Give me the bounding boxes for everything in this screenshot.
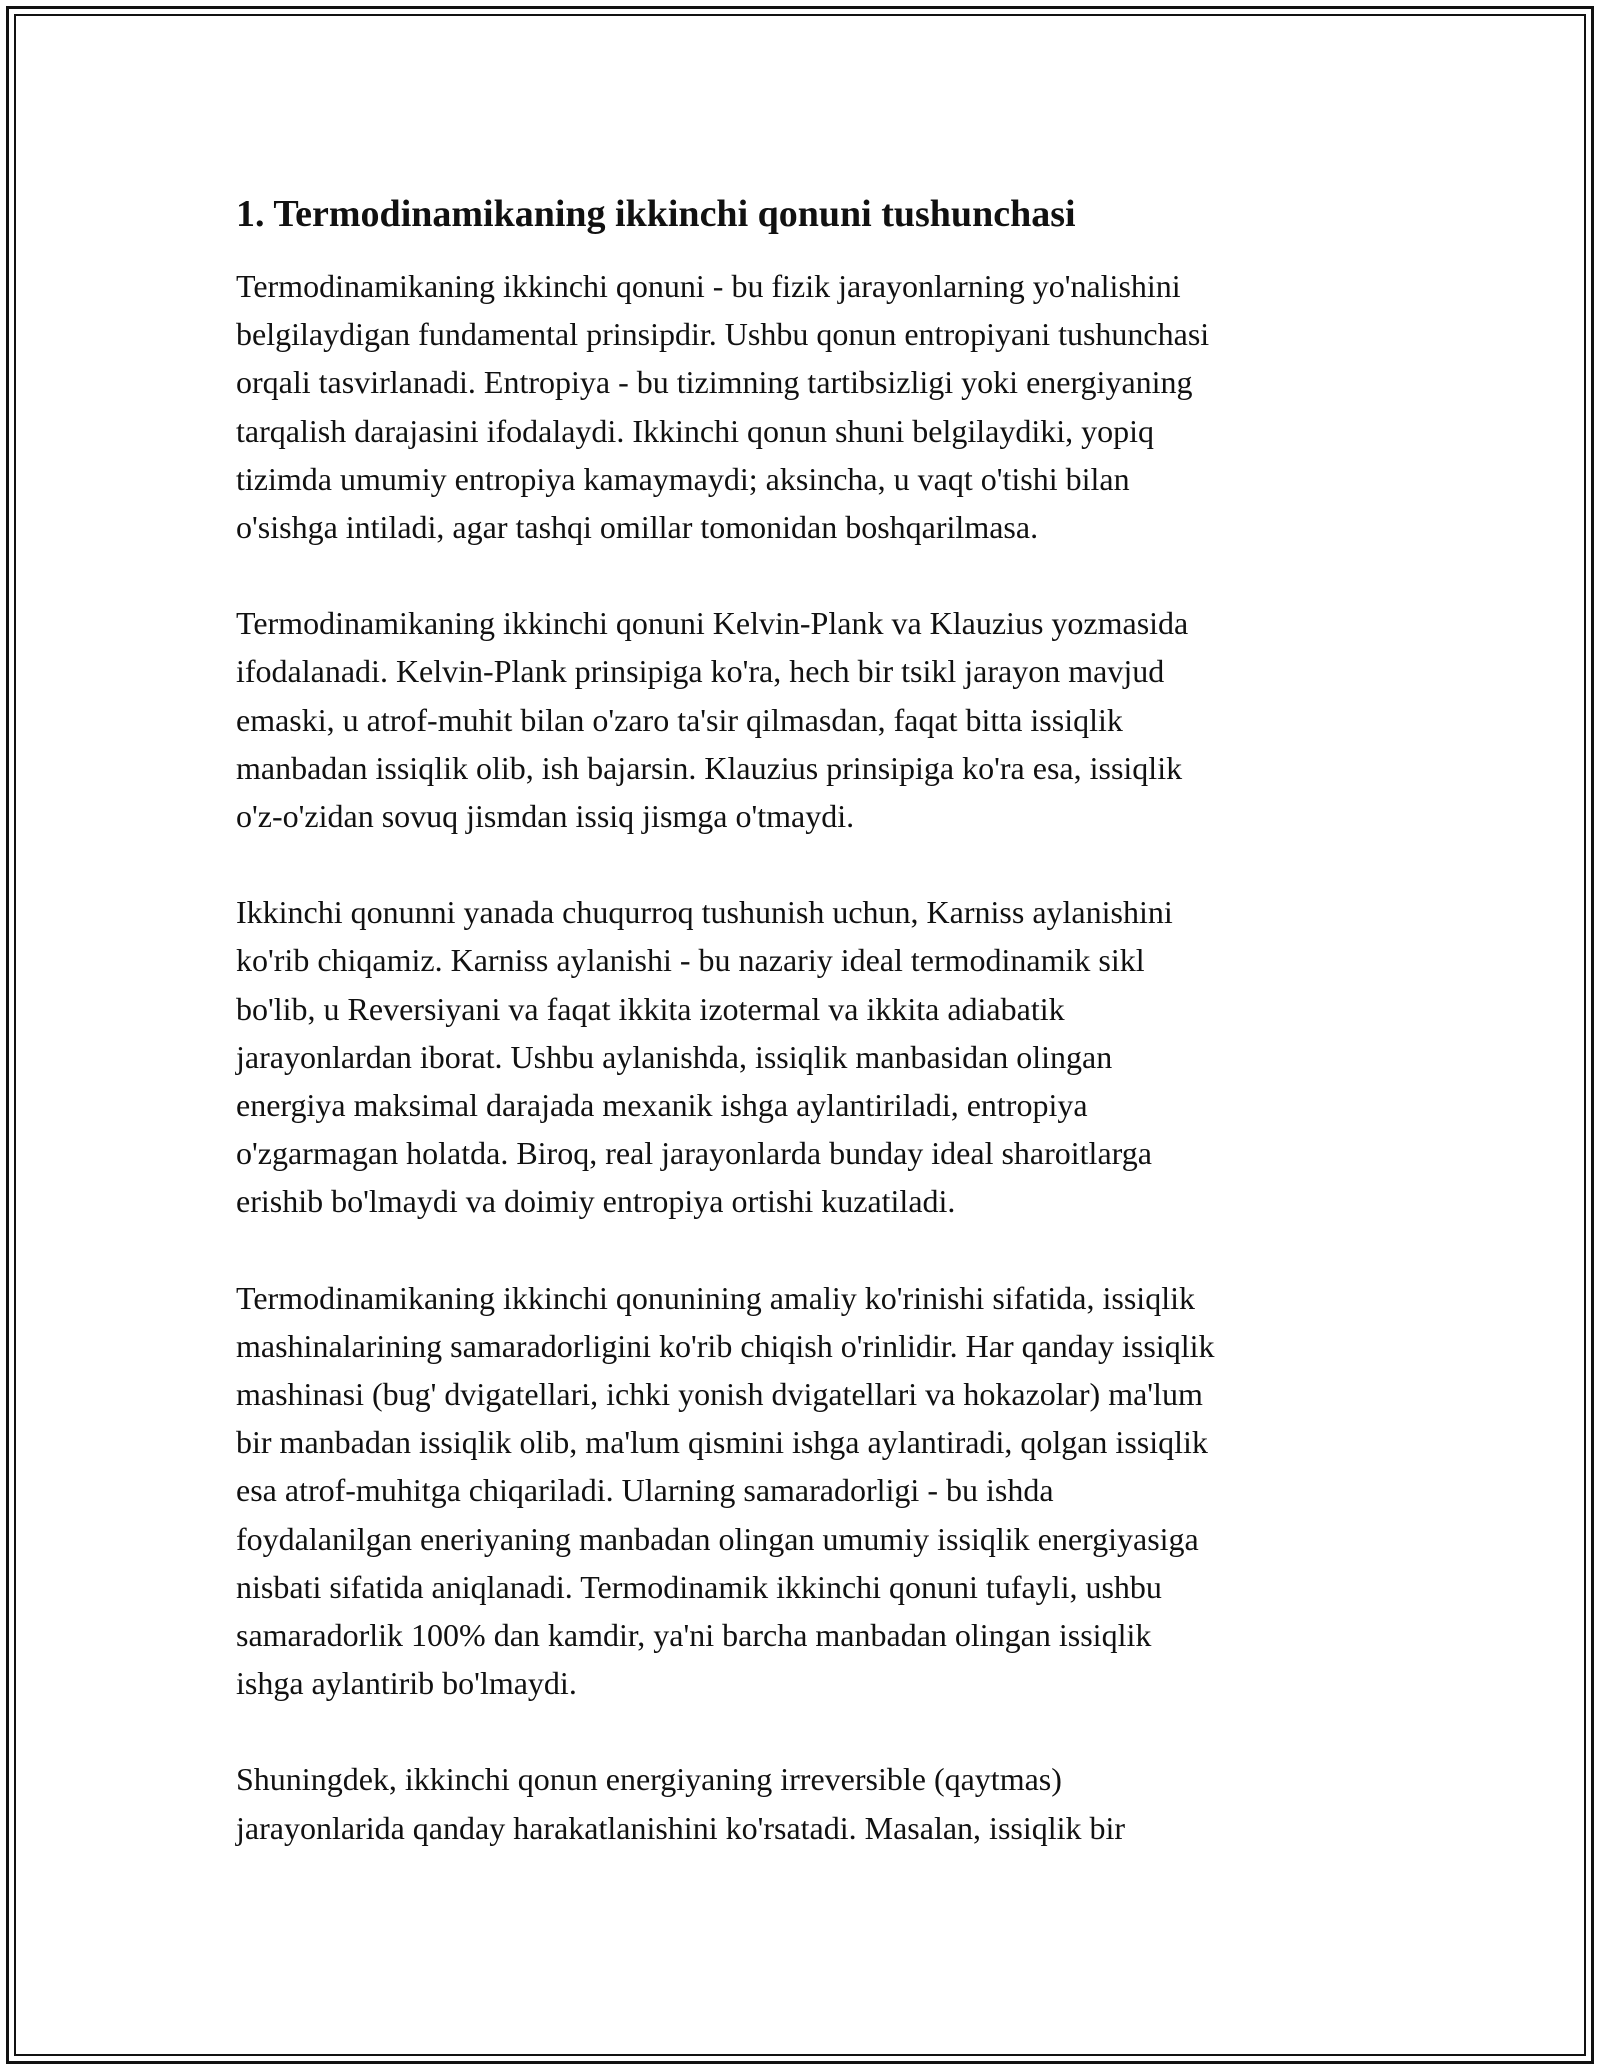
text-line: emaski, u atrof-muhit bilan o'zaro ta'sir qilmasdan, faqat bitta issiqlik bbox=[236, 701, 1123, 738]
text-line: tarqalish darajasini ifodalaydi. Ikkinchi qonun shuni belgilaydiki, yopiq bbox=[236, 412, 1155, 449]
text-line: Termodinamikaning ikkinchi qonunining amaliy ko'rinishi sifatida, issiqlik bbox=[236, 1279, 1195, 1316]
paragraph-kelvin-clausius bbox=[236, 599, 1366, 840]
text-line: Termodinamikaning ikkinchi qonuni Kelvin-Plank va Klauzius yozmasida bbox=[236, 605, 1189, 642]
paragraph-carnot-cycle bbox=[236, 888, 1366, 1225]
text-line: belgilaydigan fundamental prinsipdir. Ushbu qonun entropiyani tushunchasi bbox=[236, 316, 1210, 353]
section-heading: 1. Termodinamikaning ikkinchi qonuni tushunchasi bbox=[236, 193, 1076, 235]
text-line: manbadan issiqlik olib, ish bajarsin. Klauzius prinsipiga ko'ra esa, issiqlik bbox=[236, 749, 1183, 786]
text-line: tizimda umumiy entropiya kamaymaydi; aksincha, u vaqt o'tishi bilan bbox=[236, 460, 1130, 497]
text-line: Ikkinchi qonunni yanada chuqurroq tushunish uchun, Karniss aylanishini bbox=[236, 894, 1173, 931]
text-line: o'sishga intiladi, agar tashqi omillar tomonidan boshqarilmasa. bbox=[236, 509, 1039, 546]
paragraph-irreversible-processes bbox=[236, 1755, 1366, 1851]
text-line: nisbati sifatida aniqlanadi. Termodinamik ikkinchi qonuni tufayli, ushbu bbox=[236, 1568, 1162, 1605]
text-line: bo'lib, u Reversiyani va faqat ikkita izotermal va ikkita adiabatik bbox=[236, 990, 1065, 1027]
text-line: ishga aylantirib bo'lmaydi. bbox=[236, 1665, 577, 1702]
text-line: ko'rib chiqamiz. Karniss aylanishi - bu nazariy ideal termodinamik sikl bbox=[236, 942, 1145, 979]
text-line: foydalanilgan eneriyaning manbadan olingan umumiy issiqlik energiyasiga bbox=[236, 1520, 1199, 1557]
text-line: samaradorlik 100% dan kamdir, ya'ni barcha manbadan olingan issiqlik bbox=[236, 1617, 1152, 1654]
document-body bbox=[236, 188, 1366, 1852]
text-line: esa atrof-muhitga chiqariladi. Ularning samaradorligi - bu ishda bbox=[236, 1472, 1054, 1509]
text-line: bir manbadan issiqlik olib, ma'lum qismini ishga aylantiradi, qolgan issiqlik bbox=[236, 1424, 1208, 1461]
text-line: mashinasi (bug' dvigatellari, ichki yonish dvigatellari va hokazolar) ma'lum bbox=[236, 1376, 1203, 1413]
text-line: erishib bo'lmaydi va doimiy entropiya ortishi kuzatiladi. bbox=[236, 1183, 956, 1220]
text-line: ifodalanadi. Kelvin-Plank prinsipiga ko'ra, hech bir tsikl jarayon mavjud bbox=[236, 653, 1165, 690]
text-line: Termodinamikaning ikkinchi qonuni - bu fizik jarayonlarning yo'nalishini bbox=[236, 268, 1181, 304]
text-line: mashinalarining samaradorligini ko'rib chiqish o'rinlidir. Har qanday issiqlik bbox=[236, 1327, 1215, 1364]
text-line: jarayonlarida qanday harakatlanishini ko'rsatadi. Masalan, issiqlik bir bbox=[236, 1809, 1126, 1846]
text-line: o'z-o'zidan sovuq jismdan issiq jismga o'tmaydi. bbox=[236, 798, 855, 835]
paragraph-heat-engine-efficiency bbox=[236, 1274, 1366, 1708]
text-line: jarayonlardan iborat. Ushbu aylanishda, issiqlik manbasidan olingan bbox=[236, 1038, 1113, 1075]
paragraph-second-law-definition bbox=[236, 262, 1366, 551]
text-line: orqali tasvirlanadi. Entropiya - bu tizimning tartibsizligi yoki energiyaning bbox=[236, 364, 1193, 401]
text-line: energiya maksimal darajada mexanik ishga aylantiriladi, entropiya bbox=[236, 1087, 1088, 1124]
text-line: o'zgarmagan holatda. Biroq, real jarayonlarda bunday ideal sharoitlarga bbox=[236, 1135, 1152, 1172]
text-line: Shuningdek, ikkinchi qonun energiyaning irreversible (qaytmas) bbox=[236, 1761, 1062, 1798]
